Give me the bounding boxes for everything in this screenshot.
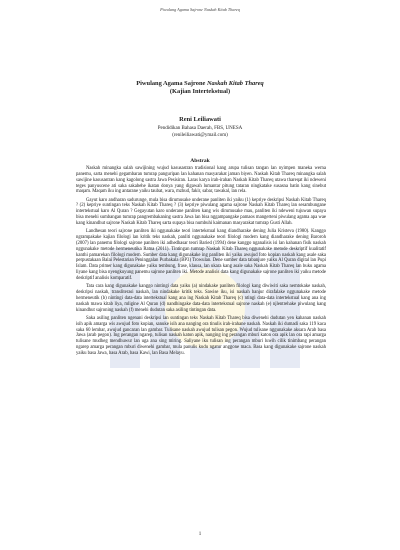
title-line2: (Kajian Intertekstual) <box>169 88 231 95</box>
abstract-paragraph-3: Landhesan teori sajrone panliten iki nggunakake teori intertekstual kang diandharake dening Julia Kristeva (1980). Kanggo ngrampakake kajian filologi lan kritik teks naskah, panliti nggunakake teori filologi modern kang diandharake dening Baroroh (2007) lan panemu filologi sajrone panliten iki adhedhasar teori Baried (1994) dene kanggo nganalisis isi lan kahanan fisik naskah nggunakake metode hermeneutika Ratna (2011). Tintingan tumrap Naskah Kitab Thareq nggunakake metode deskriptif kualitatif kanthi pamarekan filologi modern. Sumber data kang digunakake ing panliten iki yaiku awujud foto kopian naskah kang asale saka perpustakaan Balai Pelestarian Peninggalan Purbakala (BP3) Trowulan. Dene sumber data tabanjure yaiku Al Quran digital lan Pupi Islam. Data primer kang digunakake yaiku tembung, frase, klausa, lan ukara kang asale saka Naskah Kitab Thareq lan buku agama liyane kang bisa nyengkuyung panemu sajrone panliten iki. Metode analisis data kang digunakake sajrone panliten iki yaiku metode deskriptif analisis komparatif. <box>76 229 326 281</box>
abstract-paragraph-5: Saka asiling panliten ngenani deskripsi lan suntingan teks Naskah Kitab Thareq bisa diwenehi dudutan yen kahanan naskah isih apik amarga wis awujud foto kopian, sanuke isih ana nanging ora tinulis irah-irahane naskah. Naskah iki dumadi saka 119 kaca saka 60 lembar, awujud gancaran lan gambar. Tulisane naskah awujud tulisan pegon. Wujud tulisane nggunakake aksara Arab basa Jawa (arab pegon). Ing perangan ngarep, tulisan naskah katon apik, nanging ing perangan mburi katon ora apik lan ora rapi amarga tulisane mudheg mendhuwur lan uga ana sing miring. Saliyane iku tulisan ing perangan mburi luwih cilik tinimbang perangan ngarep amarga perangan mburi diwenehi gambar, mula panulis kudu ngatur anggone maca. Basa kang digunakake sajrone naskah yaiku basa Jawa, basa Arab, basa Kawi, lan Basa Melayu. <box>76 315 326 356</box>
page-number: 1 <box>198 532 202 537</box>
title-line1-prefix: Piwulang Agama Sajrone <box>136 80 207 87</box>
author-email: (renileiliawati@ymail.com) <box>172 133 228 139</box>
title-line1-italic: Naskah Kitab Thareq <box>206 80 264 87</box>
abstract-paragraph-2: Gayut karo andharan sadurunge, mula bisa dirumusake underane panliten iki yaiku (1) kepriye deskripsi Naskah Kitab Thareq ? (2) kepriye suntingan teks Naskah Kitab Thareq ? (3) kepriye piwulang agama sajrone Naskah Kitab Thareq lan sesambungane intertekstual karo Al Quran ? Gegayutan karo underane panliten kang wis dirumusake mau, panliten iki ndeweni tujuwan supaya bisa menehi sumbangan tumrap pangrembakaning sastra Jawa lan bisa nggampangake pamaos mangerteni piwulang agama apa wae kang kinandhut sajrone Naskah Kitab Thareq sarta supaya bisa numbuhi kaimanan masyarakat tumrap Gusti Allah. <box>76 197 326 226</box>
running-header: Piwulang Agama Sajrone Naskah Kitab Thareq <box>160 7 240 12</box>
author-name: Reni Leiliawati <box>179 116 221 123</box>
abstract-paragraph-4: Tata cara kang digunakake kanggo nintingi data yaiku (a) nindakake panliten filologi kang diwiwiti saka nemtokake naskah, deskripsi naskah, transliterasi naskah, lan nindakake kritik teks. Sawise iku, isi naskah banjur dirafalake nggunakake metode hermeneutik (b) nintingi data-data intertekstual kang ana ing Naskah Kitab Thareq (c) ntingi data-data intertekstual kang ana ing naskah mawa kitab liya, mligine Al Quran (d) nandhingake data-data intertekstual sajrone naskah (e) njlentrehake piwulang kang kinandhut sajroning naskah (f) menehi dudutan saka asiling tintingan data. <box>76 284 326 313</box>
abstract-heading: Abstrak <box>190 158 210 164</box>
author-affiliation-block <box>0 125 400 140</box>
abstract-paragraph-1: Naskah minangka salah sawijining wujud kasusastran tradisional kang arupa tulisan tangan lan nyimpen maneka werna panemu, sarta menehi gegambaran tumrap panguripan lan kahanan masyarakat jaman biyen. Naskah Kitab Thareq minangka salah sawijine kasusastran kang kagolong sastra Jawa Pesisiran. Laras karya irah-irahan Naskah Kitab Thareq utawa thareqat iki ndeweni teges panyuscene ati saka sakabehe ikatan donya yang digawah lumantar pitung tataran ningkatake susasna batin kang sinebut maqam. Maqam iku ing antarane yaiku taubat, wara, mzhud, fakir, sabar, tawakal, lan rela. <box>76 166 326 195</box>
abstract-body <box>76 166 326 359</box>
affiliation: Pendidikan Bahasa Daerah, FBS, UNESA <box>157 126 243 131</box>
paper-title <box>0 80 400 96</box>
